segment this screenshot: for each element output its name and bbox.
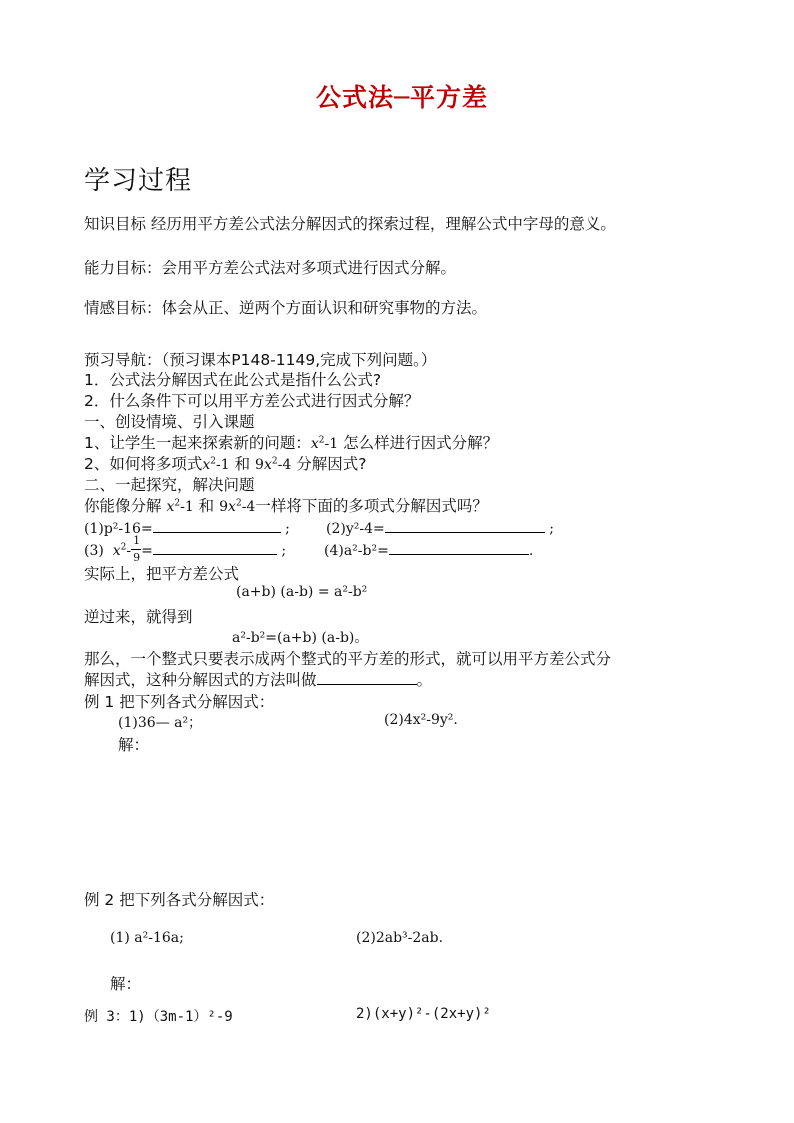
exercise-2: (2)y²-4= ;: [326, 518, 554, 537]
method-name-blank[interactable]: [317, 670, 417, 685]
example-3-problem-2: 2)(x+y)²-(2x+y)²: [356, 1006, 491, 1022]
exercise-3: (3) $x^2-$ $\frac{1}{9}$ = ;: [84, 534, 287, 564]
fact-line: 实际上，把平方差公式: [84, 565, 240, 583]
conclusion-line-2: 解因式，这种分解因式的方法叫做 。: [84, 671, 433, 689]
section-2-heading: 二、一起探究，解决问题: [84, 476, 255, 494]
example-1-heading: 例 1 把下列各式分解因式：: [84, 693, 275, 711]
example-3-problem-1: 例 3：1)（3m-1）²-9: [84, 1009, 233, 1025]
example-2-solution-label: 解：: [110, 975, 142, 993]
reverse-line: 逆过来，就得到: [84, 608, 193, 626]
exercise-3-blank[interactable]: [153, 540, 277, 555]
section-1-item-1: 1、让学生一起来探索新的问题：$x^2-1$ 怎么样进行因式分解？: [84, 434, 499, 452]
preview-question-2: 2．什么条件下可以用平方差公式进行因式分解？: [84, 392, 420, 410]
section-2-question: 你能像分解 $x^2-1$ 和 $9x^2-4$一样将下面的多项式分解因式吗？: [84, 497, 488, 515]
fraction-one-ninth: $\frac{1}{9}$: [133, 534, 141, 564]
exercise-4: (4)a²-b²= .: [324, 540, 533, 559]
example-1-solution-label: 解：: [118, 736, 150, 754]
example-2-problem-1: (1) a²-16a;: [110, 930, 184, 946]
example-2-problem-2: (2)2ab³-2ab.: [356, 930, 444, 946]
section-1-heading: 一、创设情境、引入课题: [84, 413, 255, 431]
conclusion-line-1: 那么，一个整式只要表示成两个整式的平方差的形式，就可以用平方差公式分: [84, 650, 612, 668]
exercise-2-blank[interactable]: [385, 518, 545, 533]
emotion-goal: 情感目标：体会从正、逆两个方面认识和研究事物的方法。: [84, 299, 488, 317]
example-2-heading: 例 2 把下列各式分解因式：: [84, 891, 275, 909]
preview-question-1: 1．公式法分解因式在此公式是指什么公式?: [84, 371, 382, 389]
page-title: 公式法─平方差: [315, 83, 489, 112]
formula-reverse: a²-b²=(a+b) (a-b)。: [232, 630, 369, 646]
exercise-4-blank[interactable]: [389, 540, 529, 555]
ability-goal: 能力目标：会用平方差公式法对多项式进行因式分解。: [84, 259, 457, 277]
section-heading: 学习过程: [84, 166, 193, 196]
exercise-1: (1)p²-16= ;: [84, 518, 290, 537]
exercise-1-blank[interactable]: [153, 518, 281, 533]
knowledge-goal: 知识目标 经历用平方差公式法分解因式的探索过程，理解公式中字母的意义。: [84, 215, 616, 233]
example-1-problem-1: (1)36— a²；: [118, 715, 203, 731]
section-1-item-2: 2、如何将多项式$x^2-1$ 和 $9x^2-4$ 分解因式?: [84, 455, 367, 473]
example-1-problem-2: (2)4x²-9y².: [384, 712, 458, 728]
formula-forward: (a+b) (a-b) = a²-b²: [236, 584, 368, 600]
preview-guide: 预习导航：（预习课本P148-1149,完成下列问题。）: [84, 351, 437, 369]
